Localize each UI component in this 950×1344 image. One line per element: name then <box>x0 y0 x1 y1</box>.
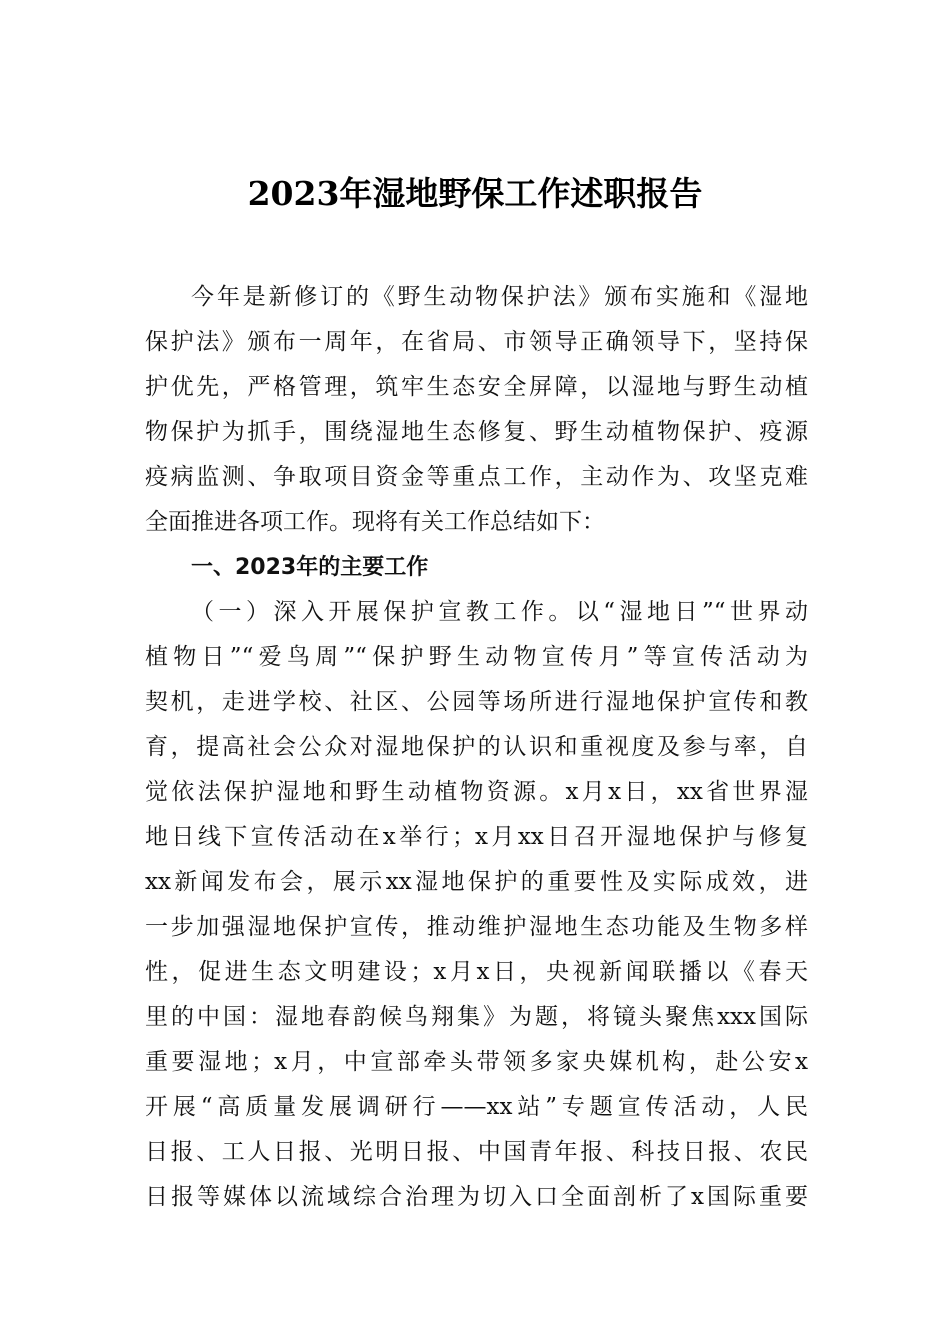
paragraph-line: 护优先，严格管理，筑牢生态安全屏障，以湿地与野生动植 <box>145 374 808 400</box>
paragraph-line: 觉依法保护湿地和野生动植物资源。x月x日，xx省世界湿 <box>145 779 808 805</box>
paragraph-line: 契机，走进学校、社区、公园等场所进行湿地保护宣传和教 <box>145 689 808 715</box>
paragraph-line: 性，促进生态文明建设；x月x日，央视新闻联播以《春天 <box>145 959 808 985</box>
document-body <box>145 275 808 1220</box>
section-heading: 一、2023年的主要工作 <box>191 555 429 580</box>
paragraph-line: 植物日”“爱鸟周”“保护野生动物宣传月”等宣传活动为 <box>145 644 808 670</box>
paragraph-line: 一步加强湿地保护宣传，推动维护湿地生态功能及生物多样 <box>145 914 808 940</box>
paragraph-line: 地日线下宣传活动在x举行；x月xx日召开湿地保护与修复 <box>145 824 808 850</box>
paragraph-line: 重要湿地；x月，中宣部牵头带领多家央媒机构，赴公安x <box>145 1049 808 1075</box>
paragraph-line: 育，提高社会公众对湿地保护的认识和重视度及参与率，自 <box>145 734 808 760</box>
paragraph-line: 全面推进各项工作。现将有关工作总结如下： <box>145 509 605 535</box>
paragraph-line: 里的中国：湿地春韵候鸟翔集》为题，将镜头聚焦xxx国际 <box>145 1004 808 1030</box>
paragraph-line: 保护法》颁布一周年，在省局、市领导正确领导下，坚持保 <box>145 329 808 355</box>
paragraph-line: 今年是新修订的《野生动物保护法》颁布实施和《湿地 <box>191 284 808 310</box>
paragraph-line: 日报、工人日报、光明日报、中国青年报、科技日报、农民 <box>145 1139 808 1165</box>
paragraph-line: 物保护为抓手，围绕湿地生态修复、野生动植物保护、疫源 <box>145 419 808 445</box>
paragraph-line: （一）深入开展保护宣教工作。以“湿地日”“世界动 <box>191 599 808 625</box>
paragraph-line: 疫病监测、争取项目资金等重点工作，主动作为、攻坚克难 <box>145 464 808 490</box>
paragraph-line: xx新闻发布会，展示xx湿地保护的重要性及实际成效，进 <box>145 869 808 895</box>
paragraph-line: 日报等媒体以流域综合治理为切入口全面剖析了x国际重要 <box>145 1184 808 1210</box>
document-title: 2023年湿地野保工作述职报告 <box>247 174 703 213</box>
paragraph-line: 开展“高质量发展调研行——xx站”专题宣传活动，人民 <box>145 1094 808 1120</box>
